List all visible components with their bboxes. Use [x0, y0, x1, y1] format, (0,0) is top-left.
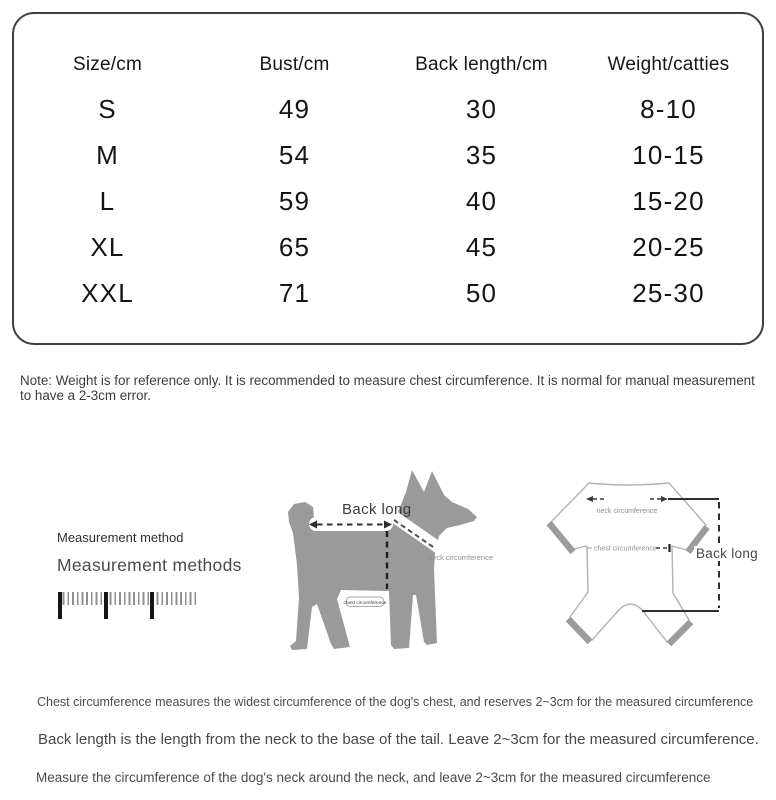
dog-back-long-label: Back long — [342, 501, 412, 518]
cell-size: L — [99, 185, 116, 216]
dog-chest-circumference-label: chest circumference — [343, 601, 387, 606]
cell-back: 50 — [465, 277, 498, 308]
cell-size: S — [98, 93, 117, 124]
size-chart-table — [12, 12, 764, 345]
neck-measure-instruction: Measure the circumference of the dog's neck around the neck, and leave 2~3cm for the measured circumference — [36, 770, 711, 785]
header-weight: Weight/catties — [607, 54, 730, 75]
table-row — [14, 270, 762, 316]
ruler-major-tick — [150, 592, 154, 619]
cell-back: 40 — [465, 185, 498, 216]
cell-bust: 59 — [278, 185, 311, 216]
cell-size: XXL — [81, 277, 134, 308]
cell-bust: 54 — [278, 139, 311, 170]
chest-measure-instruction: Chest circumference measures the widest circumference of the dog's chest, and reserves 2~3cm for the measured circumference — [37, 695, 754, 709]
header-back-length: Back length/cm — [415, 54, 548, 75]
cell-bust: 49 — [278, 93, 311, 124]
cell-back: 35 — [465, 139, 498, 170]
cell-back: 30 — [465, 93, 498, 124]
cell-weight: 20-25 — [632, 231, 705, 262]
ruler-major-tick — [58, 592, 62, 619]
garment-diagram — [540, 470, 758, 650]
table-row — [14, 86, 762, 132]
measurement-method-title: Measurement method — [57, 530, 184, 545]
dog-diagram — [283, 463, 494, 655]
cell-size: M — [96, 139, 119, 170]
cell-bust: 65 — [278, 231, 311, 262]
cell-weight: 25-30 — [632, 277, 705, 308]
measurement-methods-title: Measurement methods — [57, 555, 242, 575]
cell-back: 45 — [465, 231, 498, 262]
cell-bust: 71 — [278, 277, 311, 308]
cell-weight: 15-20 — [632, 185, 705, 216]
table-row — [14, 224, 762, 270]
cell-weight: 8-10 — [640, 93, 697, 124]
reference-note: Note: Weight is for reference only. It is recommended to measure chest circumference. It is normal for manual measurement to have a 2-3cm error. — [20, 373, 755, 403]
ruler-small-ticks — [58, 592, 198, 605]
ruler-graphic — [58, 592, 198, 619]
garment-back-long-label: Back long — [696, 546, 758, 561]
ruler-major-tick — [104, 592, 108, 619]
garment-outline-shape — [551, 483, 706, 642]
table-row — [14, 178, 762, 224]
cell-size: XL — [90, 231, 125, 262]
garment-neck-circumference-label: neck circumference — [596, 508, 658, 515]
table-row — [14, 132, 762, 178]
garment-chest-circumference-label: chest circumference — [594, 545, 657, 553]
back-length-instruction: Back length is the length from the neck to the base of the tail. Leave 2~3cm for the measured circumference. — [38, 731, 759, 748]
table-header-row — [14, 44, 762, 86]
cell-weight: 10-15 — [632, 139, 705, 170]
header-bust: Bust/cm — [259, 54, 330, 75]
dog-neck-circumference-label: neck circumference — [428, 553, 494, 562]
header-size: Size/cm — [73, 54, 142, 75]
